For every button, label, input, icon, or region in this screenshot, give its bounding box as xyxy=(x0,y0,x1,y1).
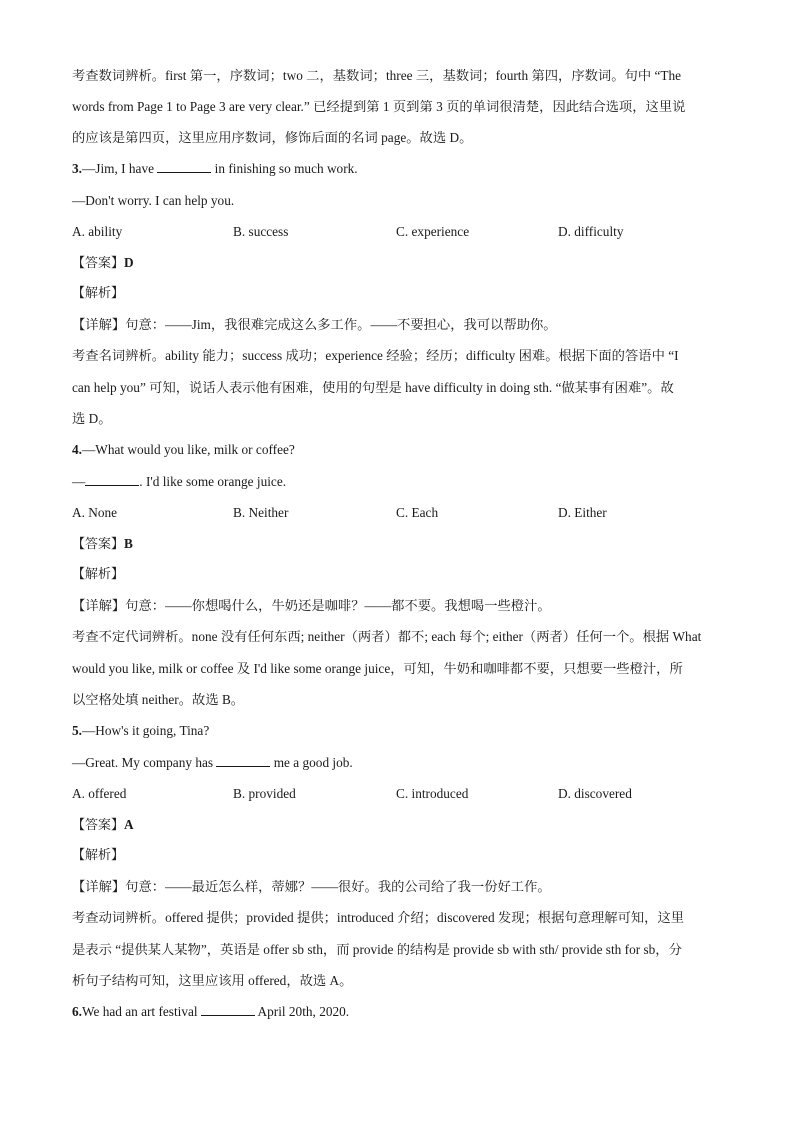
q4-number: 4. xyxy=(72,442,82,457)
q5-answer-label: 【答案】 xyxy=(72,818,125,833)
q4-reply xyxy=(72,473,724,491)
q4-analysis-label: 【解析】 xyxy=(72,567,125,582)
q3-blank xyxy=(157,160,211,173)
q5-explanation-line-2: 是表示 “提供某人某物”，英语是 offer sb sth，而 provide 的结构是 provide sb with sth/ provide sth for sb，分 xyxy=(72,942,682,957)
q3-stem xyxy=(72,160,724,178)
q3-answer xyxy=(72,254,724,273)
q5-analysis-label: 【解析】 xyxy=(72,848,125,863)
q4-option-d: D. Either xyxy=(558,505,607,520)
q5-explanation-line-1: 考查动词辨析。offered 提供；provided 提供；introduced 介绍；discovered 发现；根据句意理解可知，这里 xyxy=(72,910,685,925)
q3-number: 3. xyxy=(72,161,82,176)
q5-option-b: B. provided xyxy=(233,786,296,801)
q4-explanation-line-1: 考查不定代词辨析。none 没有任何东西; neither（两者）都不; each 每个; either（两者）任何一个。根据 What xyxy=(72,629,702,644)
q4-answer-label: 【答案】 xyxy=(72,537,125,552)
q6-number: 6. xyxy=(72,1004,82,1019)
q3-stem-part-1: —Jim, I have xyxy=(81,161,154,176)
q3-option-d: D. difficulty xyxy=(558,224,624,239)
q5-reply xyxy=(72,754,724,772)
q4-reply-dash: — xyxy=(72,474,86,489)
q3-analysis-label: 【解析】 xyxy=(72,286,125,301)
q5-option-c: C. introduced xyxy=(396,786,469,801)
q5-stem-text: —How's it going, Tina? xyxy=(81,723,210,738)
q3-stem-part-2: in finishing so much work. xyxy=(214,161,358,176)
q3-option-c: C. experience xyxy=(396,224,470,239)
q6-blank xyxy=(201,1003,255,1016)
q4-stem xyxy=(72,441,724,459)
q4-stem-text: —What would you like, milk or coffee? xyxy=(81,442,295,457)
q4-option-b: B. Neither xyxy=(233,505,289,520)
q4-option-c: C. Each xyxy=(396,505,439,520)
q3-answer-label: 【答案】 xyxy=(72,256,125,271)
q2-explanation-line-3: 的应该是第四页，这里应用序数词，修饰后面的名词 page。故选 D。 xyxy=(72,130,473,145)
q4-blank xyxy=(85,473,139,486)
q5-reply-part-2: me a good job. xyxy=(273,755,353,770)
q5-option-d: D. discovered xyxy=(558,786,632,801)
q4-explanation-line-2: would you like, milk or coffee 及 I'd like some orange juice，可知，牛奶和咖啡都不要，只想要一些橙汁，所 xyxy=(72,661,683,676)
q5-stem xyxy=(72,722,724,740)
q6-stem xyxy=(72,1003,724,1021)
q6-stem-part-2: April 20th, 2020. xyxy=(257,1004,350,1019)
q4-answer xyxy=(72,535,724,554)
q4-option-a: A. None xyxy=(72,505,118,520)
q2-explanation-line-2: words from Page 1 to Page 3 are very clear.” 已经提到第 1 页到第 3 页的单词很清楚，因此结合选项，这里说 xyxy=(72,99,686,114)
q3-explanation-line-2: can help you” 可知，说话人表示他有困难，使用的句型是 have difficulty in doing sth. “做某事有困难”。故 xyxy=(72,380,674,395)
q5-reply-part-1: —Great. My company has xyxy=(72,755,214,770)
q5-answer xyxy=(72,816,724,835)
q3-answer-value: D xyxy=(124,255,134,270)
q5-detail: 【详解】句意：——最近怎么样，蒂娜？——很好。我的公司给了我一份好工作。 xyxy=(72,879,551,894)
q4-answer-value: B xyxy=(124,536,133,551)
q3-option-b: B. success xyxy=(233,224,289,239)
q5-explanation-line-3: 析句子结构可知，这里应该用 offered，故选 A。 xyxy=(72,973,353,988)
q3-option-a: A. ability xyxy=(72,224,123,239)
q4-explanation-line-3: 以空格处填 neither。故选 B。 xyxy=(72,692,245,707)
q4-reply-text: . I'd like some orange juice. xyxy=(139,474,287,489)
q6-stem-part-1: We had an art festival xyxy=(81,1004,198,1019)
q3-explanation-line-3: 选 D。 xyxy=(72,411,112,426)
q3-explanation-line-1: 考查名词辨析。ability 能力；success 成功；experience 经验；经历；difficulty 困难。根据下面的答语中 “I xyxy=(72,348,679,363)
q5-answer-value: A xyxy=(124,817,134,832)
q5-blank xyxy=(216,754,270,767)
q3-reply: —Don't worry. I can help you. xyxy=(72,193,235,208)
q5-number: 5. xyxy=(72,723,82,738)
q4-detail: 【详解】句意：——你想喝什么，牛奶还是咖啡？——都不要。我想喝一些橙汁。 xyxy=(72,598,551,613)
q5-option-a: A. offered xyxy=(72,786,127,801)
q3-detail: 【详解】句意：——Jim，我很难完成这么多工作。——不要担心，我可以帮助你。 xyxy=(72,317,557,332)
q2-explanation-line-1: 考查数词辨析。first 第一，序数词；two 二，基数词；three 三，基数词；fourth 第四，序数词。句中 “The xyxy=(72,68,682,83)
